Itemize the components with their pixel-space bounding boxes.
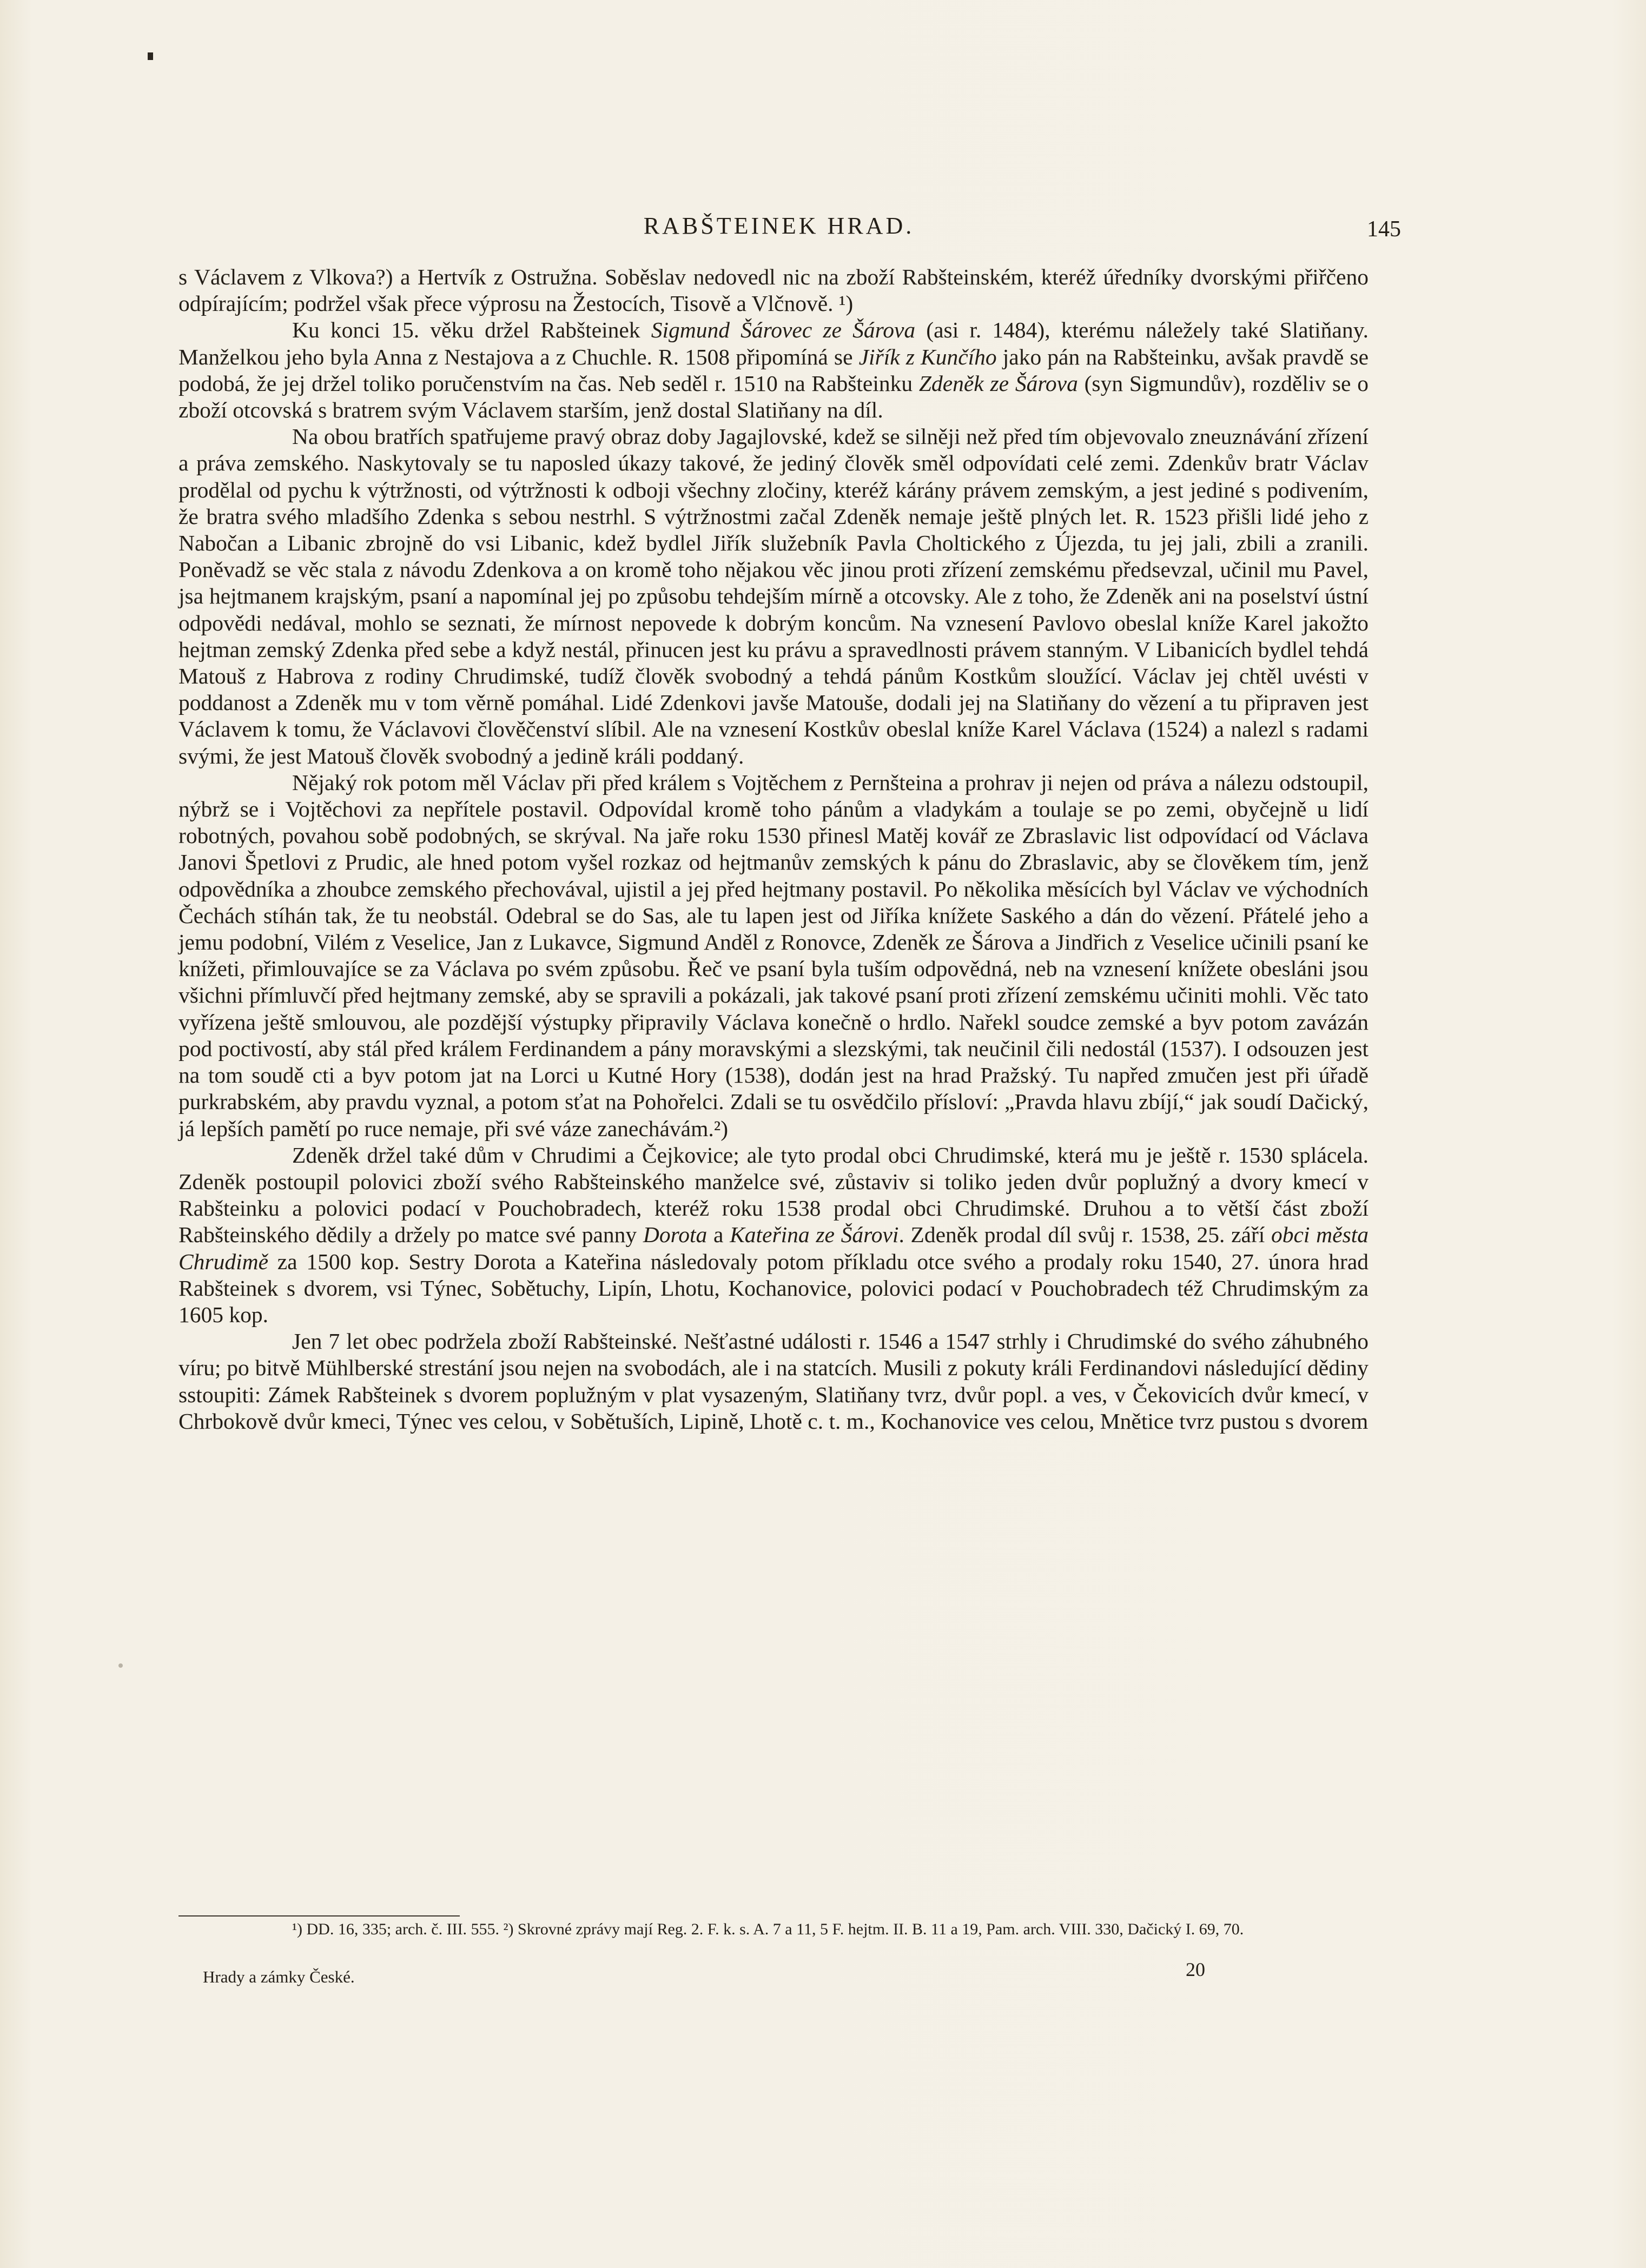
footnote-rule xyxy=(179,1915,460,1916)
italic-name: Kateřina ze Šárovi xyxy=(730,1222,899,1248)
paper-smudge xyxy=(118,1663,123,1668)
paragraph: Na obou bratřích spatřujeme pravý obraz doby Jagajlovské, kdež se silněji než před tím objevovalo zneuznávání zřízení a práva zemského. Naskytovaly se tu naposled úkazy takové, že jediný člověk směl odpovídati celé zemi. Zdenkův bratr Václav prodělal od pychu k výtržnosti, od výtržnosti k odboji všechny zločiny, kteréž kárány právem zemským, a jest jediné s podivením, že bratra svého mladšího Zdenka s sebou nestrhl. S výtržnostmi začal Zdeněk nemaje ještě plných let. R. 1523 přišli lidé jeho z Nabočan a Libanic zbrojně do vsi Libanic, kdež bydlel Jiřík služebník Pavla Choltického z Újezda, tu jej jali, zbili a zranili. Poněvadž se věc stala z návodu Zdenkova a on kromě toho nějakou věc jinou proti zřízení zemskému předsevzal, učinil mu Pavel, jsa hejtmanem krajským, psaní a napomínal jej po způsobu tehdejším mírně a otcovsky. Ale z toho, že Zdeněk ani na poselství ústní odpovědi nedával, mohlo se seznati, že mírnost nepovede k dobrým koncům. Na vznesení Pavlovo obeslal kníže Karel jakožto hejtman zemský Zdenka před sebe a když nestál, přinucen jest ku právu a spravedlnosti právem stanným. V Libanicích bydlel tehdá Matouš z Habrova z rodiny Chrudimské, tudíž člověk svobodný a tehdá pánům Kostkům sloužící. Václav jej chtěl uvésti v poddanost a Zdeněk mu v tom věrně pomáhal. Lidé Zdenkovi javše Matouše, dodali jej na Slatiňany do vězení a tu připraven jest Václavem k tomu, že Václavovi člověčenství slíbil. Ale na vznesení Kostkův obeslal kníže Karel Václava (1524) a nalezl s radami svými, že jest Matouš člověk svobodný a jedině králi poddaný. xyxy=(179,424,1369,768)
running-title: RABŠTEINEK HRAD. xyxy=(643,213,915,239)
paragraph: Zdeněk držel také dům v Chrudimi a Čejkovice; ale tyto prodal obci Chrudimské, která mu je ještě r. 1530 splácela. Zdeněk postoupil polovici zboží svého Rabšteinského manželce své, zůstaviv si toliko jeden dvůr poplužný a dvory kmecí v Rabšteinku a polovici podací v Pouchobradech, kteréž roku 1538 prodal obci Chrudimské. Druhou a to větší část zboží Rabšteinského dědily a držely po matce své panny Dorota a Kateřina ze Šárovi. Zdeněk prodal díl svůj r. 1538, 25. září obci města Chrudimě za 1500 kop. Sestry Dorota a Kateřina následovaly potom příkladu otce svého a prodaly roku 1540, 27. února hrad Rabšteinek s dvorem, vsi Týnec, Sobětuchy, Lipín, Lhotu, Kochanovice, polovici podací v Pouchobradech též Chrudimským za 1605 kop. xyxy=(179,1142,1369,1327)
footnote: ¹) DD. 16, 335; arch. č. III. 555. ²) Skrovné zprávy mají Reg. 2. F. k. s. A. 7 a 11, 5 F. hejtm. II. B. 11 a 19, Pam. arch. VIII. 330, Dačický I. 69, 70. xyxy=(292,1920,1244,1938)
body-text xyxy=(179,264,1369,1435)
footnotes xyxy=(179,1920,1369,1939)
italic-name: Jiřík z Kunčího xyxy=(858,344,997,369)
italic-name: Dorota xyxy=(643,1222,708,1248)
paragraph: s Václavem z Vlkova?) a Hertvík z Ostružna. Soběslav nedovedl nic na zboží Rabšteinském, kteréž úředníky dvorskými přiřčeno odpírajícím; podržel však přece výprosu na Žestocích, Tisově a Vlčnově. ¹) xyxy=(179,264,1369,316)
italic-name: obci města Chrudimě xyxy=(179,1222,1369,1274)
page-number: 145 xyxy=(1367,217,1401,242)
paragraph: Ku konci 15. věku držel Rabšteinek Sigmund Šárovec ze Šárova (asi r. 1484), kterému náležely také Slatiňany. Manželkou jeho byla Anna z Nestajova a z Chuchle. R. 1508 připomíná se Jiřík z Kunčího jako pán na Rabšteinku, avšak pravdě se podobá, že jej držel toliko poručenstvím na čas. Neb seděl r. 1510 na Rabšteinku Zdeněk ze Šárova (syn Sigmundův), rozděliv se o zboží otcovská s bratrem svým Václavem starším, jenž dostal Slatiňany na díl. xyxy=(179,317,1369,423)
sheet-number: 20 xyxy=(1186,1959,1205,1980)
binding-mark xyxy=(148,52,153,60)
italic-name: Sigmund Šárovec ze Šárova xyxy=(651,317,916,343)
running-head xyxy=(179,210,1401,242)
paragraph: Jen 7 let obec podržela zboží Rabšteinské. Nešťastné události r. 1546 a 1547 strhly i Chrudimské do svého záhubného víru; po bitvě Mühlberské strestání jsou nejen na svobodách, ale i na statcích. Musili z pokuty králi Ferdinandovi následující dědiny sstoupiti: Zámek Rabšteinek s dvorem poplužným v plat vysazeným, Slatiňany tvrz, dvůr popl. a ves, v Čekovicích dvůr kmecí, v Chrbokově dvůr kmeci, Týnec ves celou, v Sobětuších, Lipině, Lhotě c. t. m., Kochanovice ves celou, Mnětice tvrz pustou s dvorem xyxy=(179,1329,1369,1434)
italic-name: Zdeněk ze Šárova xyxy=(918,370,1078,396)
signature-mark: Hrady a zámky České. xyxy=(203,1967,355,1986)
paragraph: Nějaký rok potom měl Václav při před králem s Vojtěchem z Pernšteina a prohrav ji nejen od práva a nálezu odstoupil, nýbrž se i Vojtěchovi za nepřítele postavil. Odpovídal kromě toho pánům a vladykám a toulaje se po zemi, obyčejně u lidí robotných, povahou sobě podobných, se skrýval. Na jaře roku 1530 přinesl Matěj kovář ze Zbraslavic list odpovídací od Václava Janovi Špetlovi z Prudic, ale hned potom vyšel rozkaz od hejtmanův zemských k pánu do Zbraslavic, aby se člověkem tím, jenž odpovědníka a zhoubce zemského přechovával, ujistil a jej před hejtmany postavil. Po několika měsících byl Václav ve východních Čechách stíhán tak, že tu neobstál. Odebral se do Sas, ale tu lapen jest od Jiříka knížete Saského a dán do vězení. Přátelé jeho a jemu podobní, Vilém z Veselice, Jan z Lukavce, Sigmund Anděl z Ronovce, Zdeněk ze Šárova a Jindřich z Veselice učinili psaní ke knížeti, přimlouvajíce se za Václava po svém způsobu. Řeč ve psaní byla tuším odpovědná, neb na vznesení knížete obesláni jsou všichni přímluvčí před hejtmany zemské, aby se spravili a pokázali, jak takové psaní proti zřízení zemskému učiniti mohli. Věc tato vyřízena ještě smlouvou, ale pozdější výstupky připravily Václava konečně o hrdlo. Nařekl soudce zemské a byv potom zavázán pod poctivostí, aby stál před králem Ferdinandem a pány moravskými a slezskými, tak neučinil čili nedostál (1537). I odsouzen jest na tom soudě cti a byv potom jat na Lorci u Kutné Hory (1538), dodán jest na hrad Pražský. Tu napřed zmučen jest při úřadě purkrabském, aby pravdu vyznal, a potom sťat na Pohořelci. Zdali se tu osvědčilo přísloví: „Pravda hlavu zbíjí,“ jak soudí Dačický, já lepších pamětí po ruce nemaje, při své váze zanechávám.²) xyxy=(179,770,1369,1141)
